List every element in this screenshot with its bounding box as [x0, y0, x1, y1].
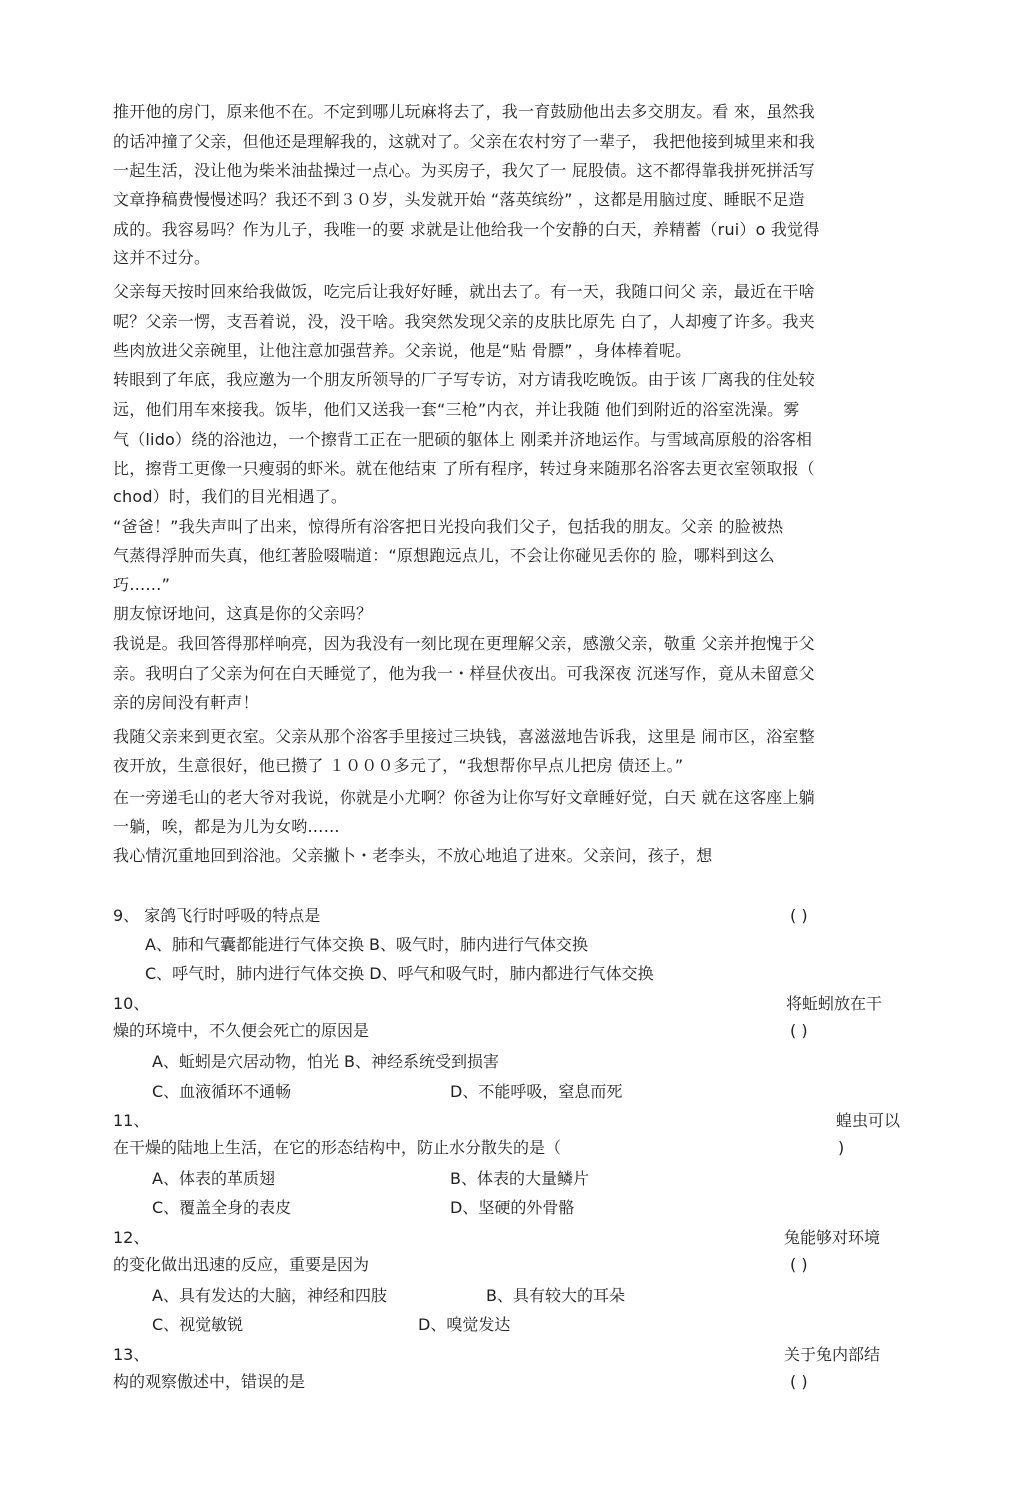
question-10-stem-start: 将蚯蚓放在干 — [786, 994, 883, 1013]
question-9-options-row1: A、肺和气囊都能进行气体交换 B、吸气时，肺内进行气体交换 — [145, 935, 589, 954]
question-9-stem: 9、 家鸽飞行时呼吸的特点是 — [113, 906, 321, 925]
question-9-options-row2: C、呼气时，肺内进行气体交换 D、呼气和吸气时，肺内都进行气体交换 — [145, 964, 654, 983]
passage-line: 远，他们用车來接我。饭毕，他们又送我一套“三枪”内衣，并让我随 他们到附近的浴室洗澡。雾 — [113, 400, 800, 419]
question-12-stem-cont: 的变化做出迅速的反应，重要是因为 — [113, 1255, 370, 1274]
question-12-option-c: C、视觉敏锐 — [152, 1315, 244, 1334]
passage-line: “爸爸！”我失声叫了出来，惊得所有浴客把日光投向我们父子，包括我的朋友。父亲 的脸被热 — [113, 517, 784, 536]
question-12-option-b: B、具有较大的耳朵 — [486, 1286, 625, 1305]
passage-line: 的话冲撞了父亲，但他还是理解我的，这就对了。父亲在农村穷了一辈子， 我把他接到城里来和我 — [113, 132, 815, 151]
passage-line: 成的。我容易吗？作为儿子，我唯一的要 求就是让他给我一个安静的白天，养精蓄（rui）o 我觉得 — [113, 220, 820, 239]
question-13-stem-cont: 构的观察傲述中，错误的是 — [113, 1372, 306, 1391]
question-11-option-d: D、坚硬的外骨骼 — [450, 1198, 575, 1217]
question-13-stem-start: 关于兔内部结 — [784, 1345, 881, 1364]
question-11-number: 11、 — [113, 1111, 150, 1130]
question-13-number: 13、 — [113, 1345, 150, 1364]
question-10-options-row1: A、蚯蚓是穴居动物，怕光 B、神经系统受到损害 — [152, 1052, 500, 1071]
passage-line: 夜开放，生意很好，他已攒了 １０００多元了，“我想帮你早点儿把房 债还上。” — [113, 756, 684, 775]
question-10-option-d: D、不能呼吸，窒息而死 — [450, 1082, 623, 1101]
passage-line: 些肉放进父亲碗里，让他注意加强营养。父亲说，他是“贴 骨膘” ，身体棒着呢。 — [113, 341, 692, 360]
passage-line: 父亲每天按时回來给我做饭，吃完后让我好好睡，就出去了。有一天，我随口问父 亲，最近在干啥 — [113, 282, 815, 301]
passage-line: 转眼到了年底，我应邀为一个朋友所领导的厂子写专访，对方请我吃晚饭。由于该 厂离我的住处较 — [113, 370, 815, 389]
passage-line: 巧……” — [113, 575, 171, 594]
question-12-number: 12、 — [113, 1228, 150, 1247]
passage-line: 朋友惊讶地问，这真是你的父亲吗？ — [113, 604, 373, 623]
question-11-stem-cont: 在干燥的陆地上生活，在它的形态结构中，防止水分散失的是（ — [113, 1138, 562, 1157]
passage-line: 一躺，唉，都是为儿为女哟…… — [113, 817, 340, 836]
passage-line: 在一旁递毛山的老大爷对我说，你就是小尤啊？你爸为让你写好文章睡好觉，白天 就在这客座上躺 — [113, 788, 815, 807]
passage-line: 亲的房间没有軒声！ — [113, 693, 259, 712]
passage-line: 我随父亲来到更衣室。父亲从那个浴客手里接过三块钱，喜滋滋地告诉我，这里是 闹市区，浴室整 — [113, 727, 815, 746]
answer-paren: ( ) — [790, 1021, 808, 1040]
answer-paren: ( ) — [790, 906, 808, 925]
passage-line: 亲。我明白了父亲为何在白天睡觉了，他为我一・样昼伏夜出。可我深夜 沉迷写作，竟从未留意父 — [113, 664, 815, 683]
passage-line: chod）时，我们的目光相遇了。 — [113, 487, 348, 506]
answer-paren: ( ) — [790, 1372, 808, 1391]
question-12-stem-start: 兔能够对环境 — [784, 1228, 881, 1247]
passage-line: 文章挣稿费慢慢述吗？我还不到３０岁，头发就开始 “落英缤纷” ，这都是用脑过度、睡眠不足造 — [113, 190, 805, 209]
passage-line: 呢？父亲一愣，支吾着说，没，没干啥。我突然发现父亲的皮肤比原先 白了，人却瘦了许多。我夹 — [113, 312, 815, 331]
question-10-number: 10、 — [113, 994, 150, 1013]
answer-paren: ) — [838, 1138, 845, 1157]
passage-line: 比，擦背工更像一只瘦弱的虾米。就在他结束 了所有程序，转过身来随那名浴客去更衣室领取报（ — [113, 459, 815, 478]
question-11-option-b: B、体表的大量鳞片 — [450, 1169, 589, 1188]
passage-line: 气蒸得浮肿而失真，他红著脸啜喘道：“原想跑远点儿，不会让你碰见丢你的 脸，哪料到这么 — [113, 546, 775, 565]
answer-paren: ( ) — [790, 1255, 808, 1274]
passage-line: 我心情沉重地回到浴池。父亲撇卜・老李头，不放心地追了进來。父亲问，孩子，想 — [113, 846, 713, 865]
question-12-option-a: A、具有发达的大脑，神经和四肢 — [152, 1286, 387, 1305]
passage-line: 我说是。我回答得那样响亮，因为我没有一刻比现在更理解父亲，感激父亲，敬重 父亲并抱愧于父 — [113, 634, 815, 653]
question-10-option-c: C、血液循环不通畅 — [152, 1082, 292, 1101]
passage-line: 气（lido）绕的浴池边，一个擦背工正在一肥硕的躯体上 刚柔并济地运作。与雪域高原般的浴客相 — [113, 430, 813, 449]
passage-line: 推开他的房门，原来他不在。不定到哪儿玩麻将去了，我一育鼓励他出去多交朋友。看 來，虽然我 — [113, 102, 815, 121]
question-11-option-c: C、覆盖全身的表皮 — [152, 1198, 292, 1217]
question-11-option-a: A、体表的革质翅 — [152, 1169, 275, 1188]
question-10-stem-cont: 燥的环境中，不久便会死亡的原因是 — [113, 1021, 370, 1040]
question-11-stem-start: 蝗虫可以 — [836, 1111, 901, 1130]
question-12-option-d: D、嗅觉发达 — [418, 1315, 511, 1334]
passage-line: 这并不过分。 — [113, 248, 211, 267]
passage-line: 一起生活，没让他为柴米油盐操过一点心。为买房子，我欠了一 屁股债。这不都得靠我拼死拼活写 — [113, 161, 815, 180]
